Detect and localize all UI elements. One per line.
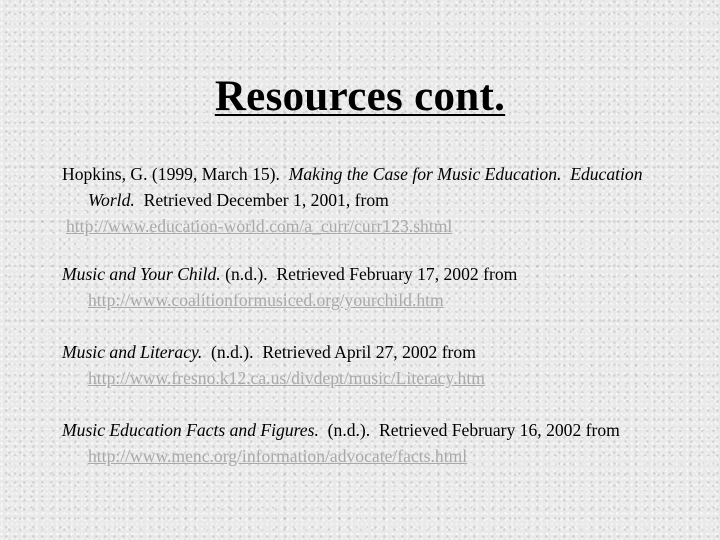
reference-url-link[interactable]: http://www.menc.org/information/advocate/facts.html [88,446,468,466]
reference-url-link[interactable]: http://www.coalitionformusiced.org/yourchild.htm [88,290,444,310]
reference-line-1 [62,161,643,187]
reference-title: Music and Literacy. [62,342,203,362]
reference-line-2 [62,443,620,469]
reference-date: (n.d.). [225,264,268,284]
reference-title: Making the Case for Music Education. [288,164,562,184]
reference-retrieved: Retrieved April 27, 2002 from [262,342,476,362]
reference-line-2 [62,365,485,391]
reference-line-2 [62,187,643,213]
reference-retrieved: Retrieved February 16, 2002 from [378,420,620,440]
reference-url-link[interactable]: http://www.fresno.k12.ca.us/divdept/music/Literacy.htm [88,368,485,388]
reference-music-and-literacy [62,339,485,391]
reference-line-1 [62,417,620,443]
reference-date: (n.d.). [211,342,254,362]
reference-title: Music Education Facts and Figures. [62,420,319,440]
reference-music-education-facts [62,417,620,469]
reference-author: Hopkins, G. (1999, March 15). [62,164,280,184]
slide-title: Resources cont. [214,73,506,120]
reference-line-1 [62,261,517,287]
reference-line-2 [62,287,517,313]
reference-title: Music and Your Child. [62,264,221,284]
reference-retrieved: Retrieved December 1, 2001, from [143,190,389,210]
reference-line-1 [62,339,485,365]
reference-source: Education [570,164,643,184]
reference-hopkins [62,161,643,239]
reference-date: (n.d.). [327,420,371,440]
reference-url-link[interactable]: http://www.education-world.com/a_curr/curr123.shtml [66,216,453,236]
reference-line-3 [62,213,643,239]
reference-source-cont: World. [88,190,135,210]
reference-retrieved: Retrieved February 17, 2002 from [276,264,518,284]
reference-music-and-your-child [62,261,517,313]
